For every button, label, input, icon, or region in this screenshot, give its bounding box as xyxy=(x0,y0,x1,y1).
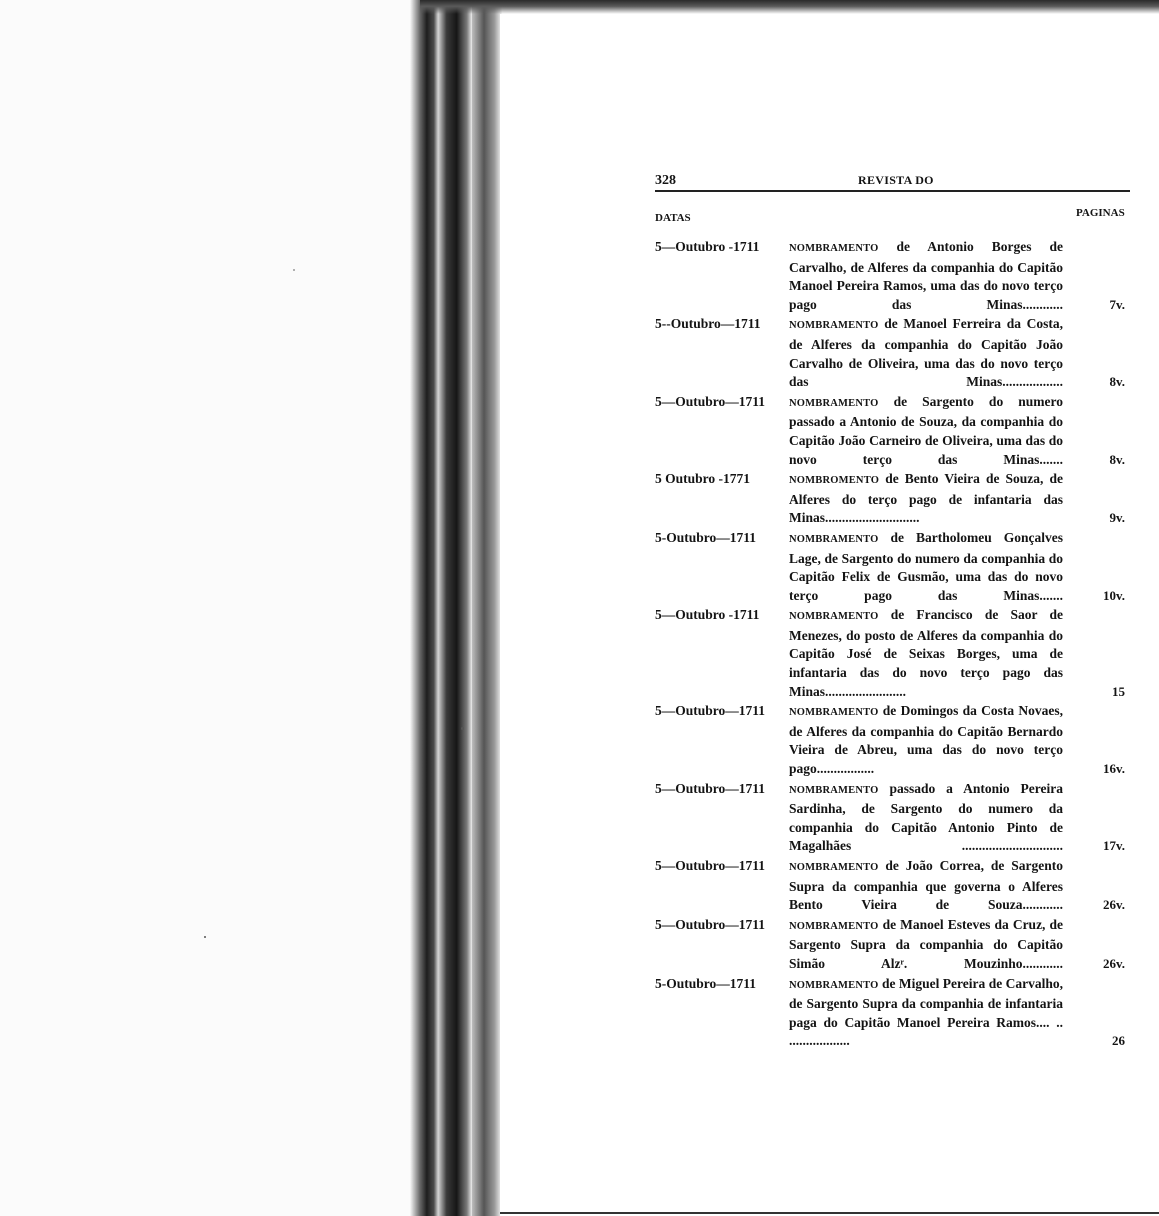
list-item xyxy=(655,780,1135,856)
entry-date: 5-Outubro—1711 xyxy=(655,975,757,991)
entry-text xyxy=(789,702,1063,778)
entry-text xyxy=(789,315,1063,391)
entry-description: de João Correa, de Sargento Supra da companhia que governa o Alferes Bento Vieira de Souza............ xyxy=(789,858,1063,913)
entries-list xyxy=(655,238,1135,1052)
scan-speck xyxy=(461,727,464,730)
book-spine-fold xyxy=(438,0,472,1216)
entry-description: de Miguel Pereira de Carvalho, de Sargento Supra da companhia de infantaria paga do Capitão Manoel Pereira Ramos.... .. .................. xyxy=(789,975,1064,1049)
entry-date: 5—Outubro—1711 xyxy=(655,780,766,796)
entry-description: de Bento Vieira de Souza, de Alferes do terço pago de infantaria das Minas............................ xyxy=(789,471,1064,526)
entry-text xyxy=(789,975,1063,1051)
entry-date: 5—Outubro—1711 xyxy=(655,703,766,719)
entry-date: 5—Outubro—1711 xyxy=(655,393,766,409)
list-item xyxy=(655,857,1135,915)
entry-description: de Manoel Ferreira da Costa, de Alferes da companhia do Capitão João Carvalho de Oliveira, uma das do novo terço das Minas.................. xyxy=(789,316,1064,390)
entry-date: 5—Outubro -1711 xyxy=(655,607,760,623)
entry-page: 26 xyxy=(1112,1033,1125,1049)
list-item xyxy=(655,470,1135,528)
entry-page: 8v. xyxy=(1109,451,1125,467)
entry-date: 5 Outubro -1771 xyxy=(655,471,751,487)
entry-text xyxy=(789,780,1063,856)
entry-description: de Antonio Borges de Carvalho, de Alferes da companhia do Capitão Manoel Pereira Ramos, uma das do novo terço pago das Minas............ xyxy=(789,239,1064,312)
book-spine-edge xyxy=(472,0,502,1216)
entry-description: de Bartholomeu Gonçalves Lage, de Sargento do numero da companhia do Capitão Felix de Gusmão, uma das do novo terço pago das Minas....... xyxy=(789,529,1063,603)
entry-keyword: NOMBRAMENTO xyxy=(789,611,879,623)
entry-description: de Sargento do numero passado a Antonio de Souza, da companhia do Capitão João Carneiro de Oliveira, uma das do novo terço das Minas....... xyxy=(789,393,1063,467)
list-item xyxy=(655,529,1135,605)
entry-keyword: NOMBRAMENTO xyxy=(789,243,879,254)
entry-keyword: NOMBRAMENTO xyxy=(789,707,879,719)
scan-speck xyxy=(293,269,295,271)
entry-page: 26v. xyxy=(1102,897,1125,913)
entry-text xyxy=(789,238,1063,314)
page-number: 328 xyxy=(655,173,676,188)
entry-text xyxy=(789,393,1063,469)
column-heading-pages: PAGINAS xyxy=(1076,207,1125,219)
list-item xyxy=(655,975,1135,1051)
entry-keyword: NOMBRAMENTO xyxy=(789,397,879,409)
scan-speck xyxy=(204,936,206,938)
entry-keyword: NOMBRAMENTO xyxy=(789,784,879,796)
entry-text xyxy=(789,470,1063,528)
entry-description: de Francisco de Saor de Menezes, do posto de Alferes da companhia do Capitão José de Seixas Borges, uma de infantaria das do novo terço pago das Minas........................ xyxy=(789,607,1063,699)
entry-page: 8v. xyxy=(1109,374,1125,390)
entry-page: 16v. xyxy=(1102,761,1125,777)
book-spine-shadow xyxy=(410,0,438,1216)
entry-description: de Domingos da Costa Novaes, de Alferes da companhia do Capitão Bernardo Vieira de Abreu, uma das do novo terço pago................. xyxy=(789,703,1064,777)
entry-page: 17v. xyxy=(1102,838,1125,854)
entry-keyword: NOMBRAMENTO xyxy=(789,920,879,932)
entry-page: 15 xyxy=(1112,683,1125,699)
list-item xyxy=(655,702,1135,778)
bottom-page-edge xyxy=(500,1212,1159,1214)
list-item xyxy=(655,315,1135,391)
entry-date: 5—Outubro—1711 xyxy=(655,858,766,873)
entry-date: 5--Outubro—1711 xyxy=(655,316,761,332)
entry-page: 10v. xyxy=(1102,587,1125,603)
entry-page: 7v. xyxy=(1109,296,1125,312)
entry-date: 5—Outubro—1711 xyxy=(655,916,766,932)
header-rule xyxy=(655,190,1130,192)
entry-text xyxy=(789,857,1063,915)
entry-keyword: NOMBRAMENTO xyxy=(789,979,879,991)
entry-description: passado a Antonio Pereira Sardinha, de Sargento do numero da companhia do Capitão Antonio Pinto de Magalhães .............................. xyxy=(789,780,1064,854)
entry-keyword: NOMBRAMENTO xyxy=(789,862,879,873)
facing-page xyxy=(0,0,420,1216)
running-head: REVISTA DO xyxy=(858,173,934,187)
entry-keyword: NOMBRAMENTO xyxy=(789,533,879,545)
entry-description: de Manoel Esteves da Cruz, de Sargento Supra da companhia do Capitão Simão Alzʳ. Mouzinho............ xyxy=(789,916,1063,971)
entry-date: 5-Outubro—1711 xyxy=(655,529,757,545)
top-edge-shadow xyxy=(420,0,1159,14)
entry-page: 26v. xyxy=(1102,955,1125,971)
list-item xyxy=(655,393,1135,469)
entry-text xyxy=(789,916,1063,974)
entry-keyword: NOMBROMENTO xyxy=(789,475,880,487)
list-item xyxy=(655,606,1135,701)
list-item xyxy=(655,916,1135,974)
column-heading-dates: DATAS xyxy=(655,212,691,224)
entry-keyword: NOMBRAMENTO xyxy=(789,320,879,332)
list-item xyxy=(655,238,1135,314)
entry-page: 9v. xyxy=(1109,510,1125,526)
entry-text xyxy=(789,606,1063,701)
entry-text xyxy=(789,529,1063,605)
entry-date: 5—Outubro -1711 xyxy=(655,239,760,254)
